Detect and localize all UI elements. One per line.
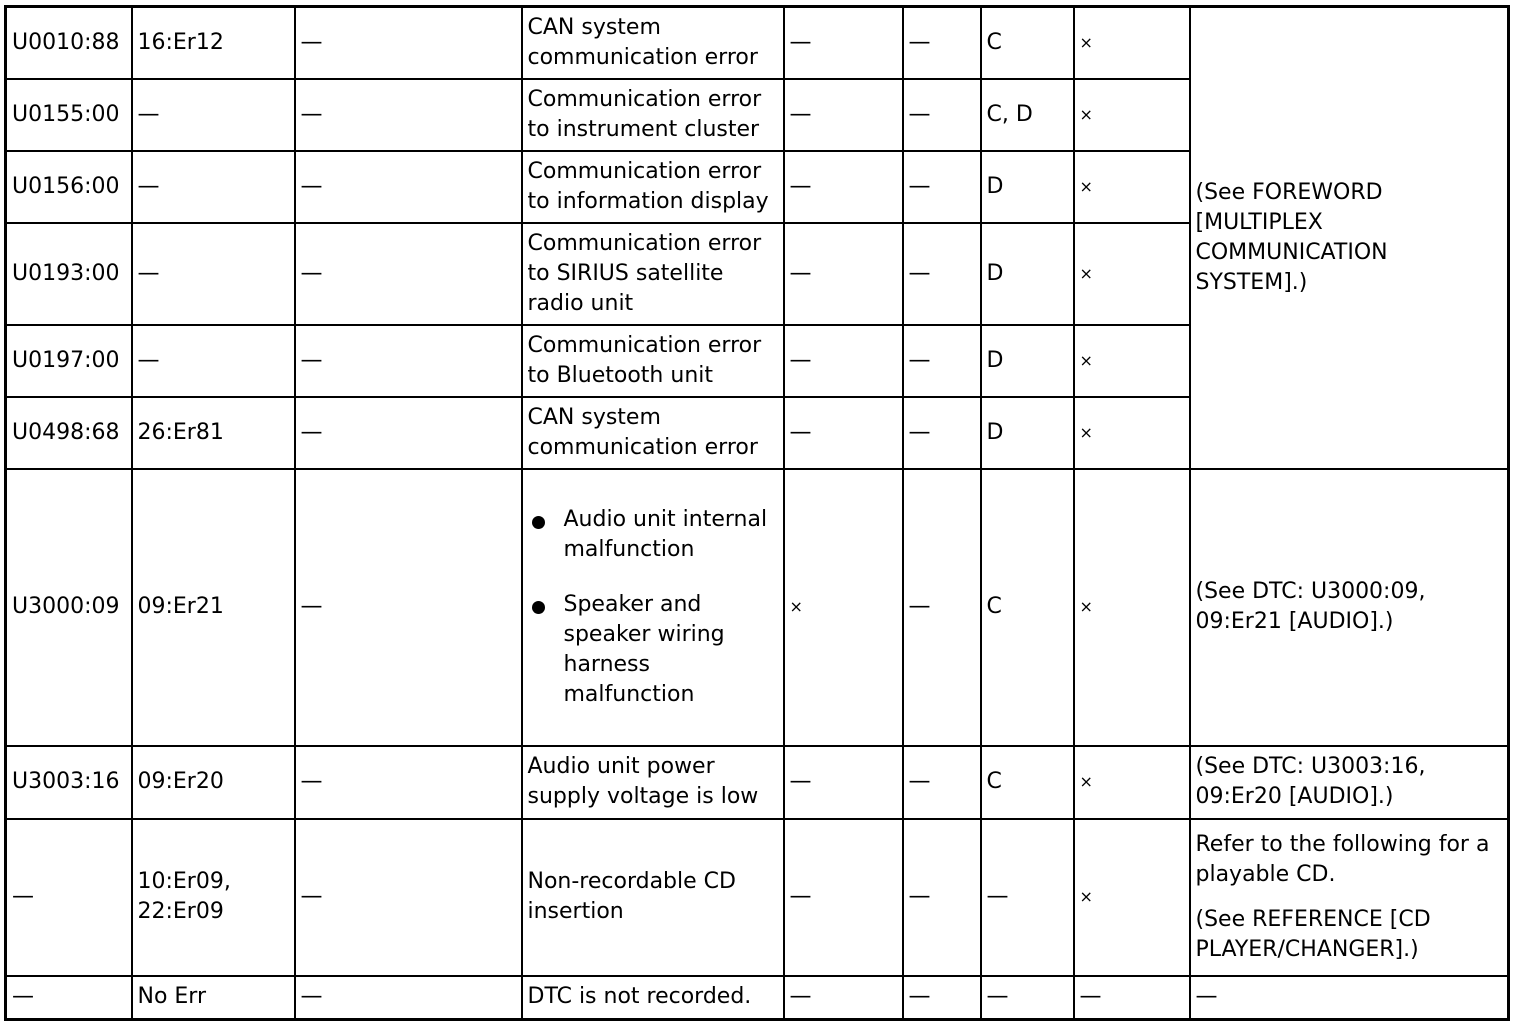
col8-cell: — <box>1074 976 1190 1020</box>
dtc-table <box>4 5 1510 1021</box>
code-cell: — <box>132 79 295 151</box>
dash-cell: — <box>295 7 522 79</box>
dash-cell: — <box>295 79 522 151</box>
col6-cell: — <box>903 151 981 223</box>
dash-cell: — <box>295 469 522 746</box>
col6-cell: — <box>903 976 981 1020</box>
col8-cell: × <box>1074 223 1190 325</box>
col7-cell: C <box>981 469 1074 746</box>
col8-cell: × <box>1074 397 1190 469</box>
description-cell: Communication error to Bluetooth unit <box>522 325 784 397</box>
col7-cell: D <box>981 325 1074 397</box>
col6-cell: — <box>903 746 981 819</box>
u3000-note-cell: (See DTC: U3000:09, 09:Er21 [AUDIO].) <box>1190 469 1509 746</box>
col8-cell: × <box>1074 7 1190 79</box>
code-cell: 16:Er12 <box>132 7 295 79</box>
bullet-item: Audio unit internal malfunction <box>564 505 778 565</box>
dtc-cell: U0498:68 <box>6 397 132 469</box>
col8-cell: × <box>1074 469 1190 746</box>
cd-note-cell <box>1190 819 1509 976</box>
code-cell: No Err <box>132 976 295 1020</box>
cd-note-line: Refer to the following for a playable CD. <box>1195 831 1490 887</box>
col5-cell: — <box>784 819 903 976</box>
dtc-cell: U3000:09 <box>6 469 132 746</box>
bullet-item: Speaker and speaker wiring harness malfunction <box>564 590 778 710</box>
col7-cell: C <box>981 7 1074 79</box>
description-cell <box>522 469 784 746</box>
code-cell: — <box>132 325 295 397</box>
dtc-cell: — <box>6 819 132 976</box>
dash-cell: — <box>295 325 522 397</box>
table-row <box>6 7 1509 79</box>
description-cell: Non-recordable CD insertion <box>522 819 784 976</box>
col5-cell: — <box>784 7 903 79</box>
cd-note-reference: (See REFERENCE [CD PLAYER/CHANGER].) <box>1195 906 1431 962</box>
table-row <box>6 746 1509 819</box>
col5-cell: — <box>784 223 903 325</box>
dtc-cell: U0193:00 <box>6 223 132 325</box>
dash-cell: — <box>295 397 522 469</box>
col6-cell: — <box>903 469 981 746</box>
u3003-note-cell: (See DTC: U3003:16, 09:Er20 [AUDIO].) <box>1190 746 1509 819</box>
code-cell: 10:Er09, 22:Er09 <box>132 819 295 976</box>
col5-cell: × <box>784 469 903 746</box>
col7-cell: C <box>981 746 1074 819</box>
col8-cell: × <box>1074 325 1190 397</box>
col5-cell: — <box>784 397 903 469</box>
code-cell: — <box>132 223 295 325</box>
description-bullet-list <box>528 505 778 710</box>
col6-cell: — <box>903 819 981 976</box>
col7-cell: — <box>981 976 1074 1020</box>
col6-cell: — <box>903 7 981 79</box>
dtc-cell: U0197:00 <box>6 325 132 397</box>
description-cell: Communication error to information display <box>522 151 784 223</box>
col6-cell: — <box>903 223 981 325</box>
dtc-cell: U0156:00 <box>6 151 132 223</box>
dtc-cell: — <box>6 976 132 1020</box>
table-row <box>6 469 1509 746</box>
col7-cell: — <box>981 819 1074 976</box>
description-cell: CAN system communication error <box>522 397 784 469</box>
code-cell: — <box>132 151 295 223</box>
description-cell: DTC is not recorded. <box>522 976 784 1020</box>
code-cell: 09:Er21 <box>132 469 295 746</box>
dtc-cell: U3003:16 <box>6 746 132 819</box>
no-err-note-cell: — <box>1190 976 1509 1020</box>
dtc-cell: U0155:00 <box>6 79 132 151</box>
code-cell: 26:Er81 <box>132 397 295 469</box>
col5-cell: — <box>784 79 903 151</box>
dash-cell: — <box>295 223 522 325</box>
col7-cell: D <box>981 397 1074 469</box>
col8-cell: × <box>1074 79 1190 151</box>
dash-cell: — <box>295 151 522 223</box>
col8-cell: × <box>1074 819 1190 976</box>
dash-cell: — <box>295 976 522 1020</box>
description-cell: Communication error to SIRIUS satellite radio unit <box>522 223 784 325</box>
col7-cell: D <box>981 151 1074 223</box>
col8-cell: × <box>1074 746 1190 819</box>
dash-cell: — <box>295 746 522 819</box>
dtc-cell: U0010:88 <box>6 7 132 79</box>
table-row <box>6 819 1509 976</box>
col7-cell: C, D <box>981 79 1074 151</box>
col8-cell: × <box>1074 151 1190 223</box>
table-row <box>6 976 1509 1020</box>
col6-cell: — <box>903 79 981 151</box>
multiplex-note-cell: (See FOREWORD [MULTIPLEX COMMUNICATION SYSTEM].) <box>1190 7 1509 469</box>
col5-cell: — <box>784 325 903 397</box>
col6-cell: — <box>903 325 981 397</box>
description-cell: Audio unit power supply voltage is low <box>522 746 784 819</box>
col5-cell: — <box>784 976 903 1020</box>
description-cell: CAN system communication error <box>522 7 784 79</box>
dash-cell: — <box>295 819 522 976</box>
col7-cell: D <box>981 223 1074 325</box>
col5-cell: — <box>784 151 903 223</box>
col5-cell: — <box>784 746 903 819</box>
description-cell: Communication error to instrument cluster <box>522 79 784 151</box>
code-cell: 09:Er20 <box>132 746 295 819</box>
col6-cell: — <box>903 397 981 469</box>
